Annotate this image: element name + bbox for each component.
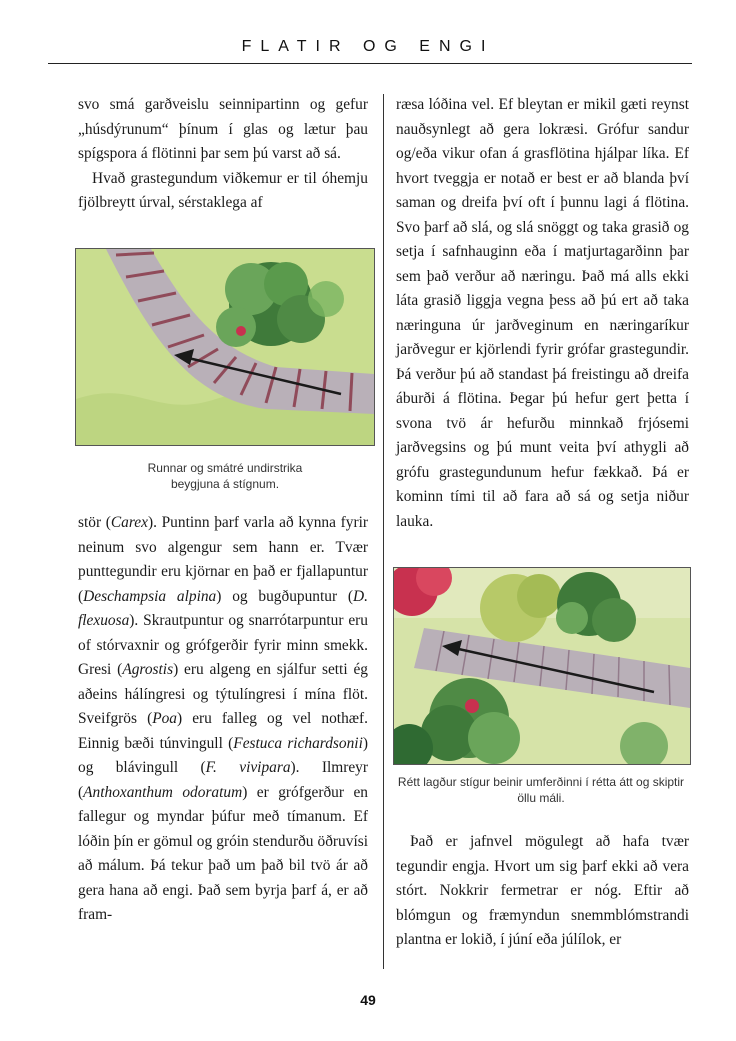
latin-name: Agrostis (122, 661, 174, 678)
latin-name: Carex (110, 514, 148, 531)
header-rule (48, 63, 692, 64)
figure-caption: Runnar og smátré undirstrika beygjuna á stígnum. (147, 461, 303, 491)
latin-name: Anthoxanthum odoratum (83, 783, 243, 801)
illustration-path-bend-drawing (76, 249, 374, 445)
paragraph: Það er jafnvel mögulegt að hafa tvær tegundir engja. Hvort um sig þarf ekki að vera stórt. Nokkrir fermetrar er nóg. Eftir að blómgun og fræmyndun snemmblómstrandi plantna er lokið, í júní eða júlílok, er (396, 833, 689, 948)
paragraph: svo smá garðveislu seinnipartinn og gefur „húsdýrunum“ þínum í glas og lætur þau spígspora á flötinni þar sem þú varst að sá. (78, 96, 368, 162)
latin-name: Poa (152, 710, 177, 727)
right-column-top (396, 93, 689, 534)
illustration-straight-path (393, 567, 691, 765)
latin-name: D. flexuosa (78, 587, 368, 629)
right-column-bottom (396, 830, 689, 953)
illustration-path-bend (75, 248, 375, 446)
latin-name: Festuca richardsonii (233, 734, 363, 752)
paragraph: Hvað grastegundum viðkemur er til óhemju fjölbreytt úrval, sérstaklega af (78, 169, 368, 211)
figure-caption: Rétt lagður stígur beinir umferðinni í rétta átt og skiptir öllu máli. (397, 775, 685, 805)
latin-name: Deschampsia alpina (83, 587, 217, 605)
paragraph: ræsa lóðina vel. Ef bleytan er mikil gæti reynst nauðsynlegt að gera lokræsi. Grófur sandur og/eða vikur ofan á grasflötina hjálpar líka. Ef hvort tveggja er notað er best er að blanda því saman og dreifa því oft í þunnu lagi á flötina. Svo þarf að slá, og slá snöggt og taka grasið og setja í safnhauginn eða í matjurtagarðinn þar sem það verður að næringu. Það má alls ekki láta grasið liggja vegna þess að þú ert að taka næringuna úr jarðveginum en næringaríkur jarðvegur er kjörlendi fyrir grófar grastegundir. Þá verður þú að standast þá freistingu að dreifa áburði á flötina. Þegar þú hefur gert þetta í svona tvö ár hefurðu minnkað frjósemi jarðvegsins og þú munt veita því athygli að grófu grastegundunum hefur fækkað. Þá er kominn tími til að fara að sá og setja niður lauka. (396, 96, 689, 530)
page-number: 49 (360, 992, 376, 1008)
left-column-bottom (78, 511, 368, 928)
latin-name: F. vivipara (205, 759, 291, 776)
running-head: FLATIR OG ENGI (241, 38, 495, 55)
paragraph: stör (Carex). Puntinn þarf varla að kynna fyrir neinum svo algengur sem hann er. Tvær punttegundir eru kjörnar en það er fjallapuntur (Deschampsia alpina) og bugðupuntur (D. flexuosa). Skrautpuntur og snarrótarpuntur eru of stórvaxnir og grófgerðir fyrir minn smekk. Gresi (Agrostis) eru algeng en sjálfur setti ég aðeins hálíngresi og týtulíngresi í mína flöt. Sveifgrös (Poa) eru falleg og vel nothæf. Einnig bæði túnvingull (Festuca richardsonii) og blávingull (F. vivipara). Ilmreyr (Anthoxanthum odoratum) er grófgerður en fallegur og myndar þúfur með tímanum. Ef lóðin þín er gömul og gróin stendurðu öðruvísi að málum. Þá tekur það um það bil tvö ár að gera hana að engi. Það sem byrja þarf á, er að fram- (78, 514, 369, 923)
left-column-top (78, 93, 368, 216)
illustration-straight-path-drawing (394, 568, 690, 764)
column-divider (383, 94, 384, 969)
